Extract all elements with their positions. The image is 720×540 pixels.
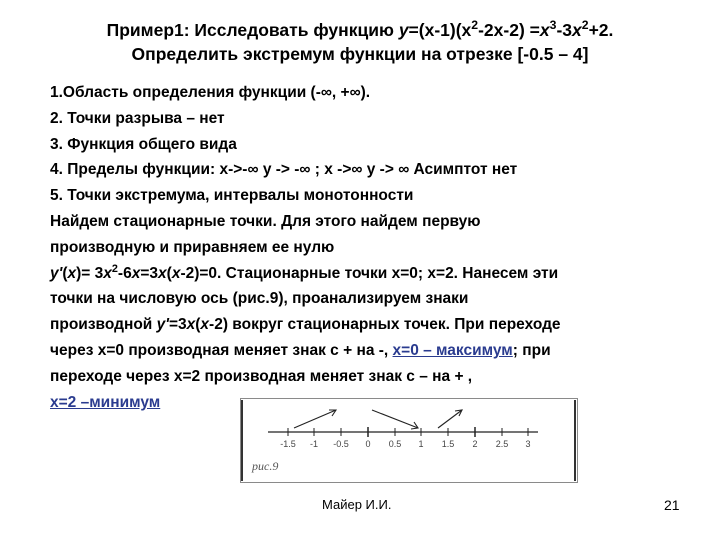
- footer-author: Майер И.И.: [322, 497, 392, 512]
- tick-label: 2.5: [495, 439, 509, 449]
- title-factor: =(x-1)(x: [408, 20, 472, 40]
- step-parity: 3. Функция общего вида: [50, 135, 237, 153]
- step-discontinuity: 2. Точки разрыва – нет: [50, 109, 225, 127]
- title-y: y: [398, 20, 409, 40]
- maximum-highlight: х=0 – максимум: [392, 341, 513, 359]
- minimum-highlight: х=2 –минимум: [50, 393, 161, 411]
- text-transition: переходе через х=2 производная меняет знак с – на + ,: [50, 367, 473, 385]
- tick-label: 3: [525, 439, 531, 449]
- title-line-1: [40, 18, 680, 42]
- tick-label: 0.5: [388, 439, 402, 449]
- title-prefix: Пример1: Исследовать функцию: [106, 20, 399, 40]
- derivative-formula: $y'(x)= 3x^2-6x=3x(x-2)=0$. Стационарные точки х=0; х=2. Нанесем эти: [50, 262, 559, 282]
- tick-label: 1: [418, 439, 424, 449]
- title-line-2: Определить экстремум функции на отрезке [-0.5 – 4]: [131, 44, 589, 64]
- text-derivative: производную и приравняем ее нулю: [50, 238, 335, 256]
- page-number: 21: [664, 497, 680, 513]
- title-end: +2.: [588, 20, 614, 40]
- title-exp: 3: [549, 18, 557, 33]
- figure-caption: рис.9: [252, 459, 279, 473]
- tick-label: -1: [309, 439, 319, 449]
- title-x: x: [572, 20, 582, 40]
- title-minus: -3: [556, 20, 572, 40]
- text-number-line: точки на числовую ось (рис.9), проанализируем знаки: [50, 290, 469, 308]
- slide-title: [40, 18, 680, 66]
- text-maximum: через х=0 производная меняет знак с + на -, х=0 – максимум; при: [50, 341, 551, 359]
- step-domain: 1.Область определения функции (-∞, +∞).: [50, 84, 371, 101]
- title-factor-end: -2x-2) =: [478, 20, 540, 40]
- tick-label: 0: [365, 439, 371, 449]
- text-stationary: Найдем стационарные точки. Для этого найдем первую: [50, 212, 481, 230]
- tick-label: 1.5: [441, 439, 455, 449]
- number-line-figure: [240, 398, 578, 483]
- tick-label: -1.5: [280, 439, 296, 449]
- title-x: x: [539, 20, 550, 40]
- step-extrema: 5. Точки экстремума, интервалы монотонности: [50, 187, 414, 205]
- text-derivative-signs: производной y'=3x(x-2) вокруг стационарных точек. При переходе: [50, 316, 561, 334]
- decreasing-arrow: [372, 410, 418, 428]
- title-exp: 2: [471, 18, 479, 33]
- title-exp: 2: [581, 18, 589, 33]
- tick-label: -0.5: [333, 439, 349, 449]
- step-limits: 4. Пределы функции: х->-∞ у -> -∞ ; х ->∞ у -> ∞ Асимптот нет: [50, 161, 518, 179]
- tick-label: 2: [472, 439, 478, 449]
- monotonicity-arrows: [294, 410, 462, 429]
- increasing-arrow: [438, 410, 462, 428]
- increasing-arrow: [294, 410, 336, 428]
- slide-body: [50, 80, 680, 415]
- tick-labels: [280, 439, 530, 449]
